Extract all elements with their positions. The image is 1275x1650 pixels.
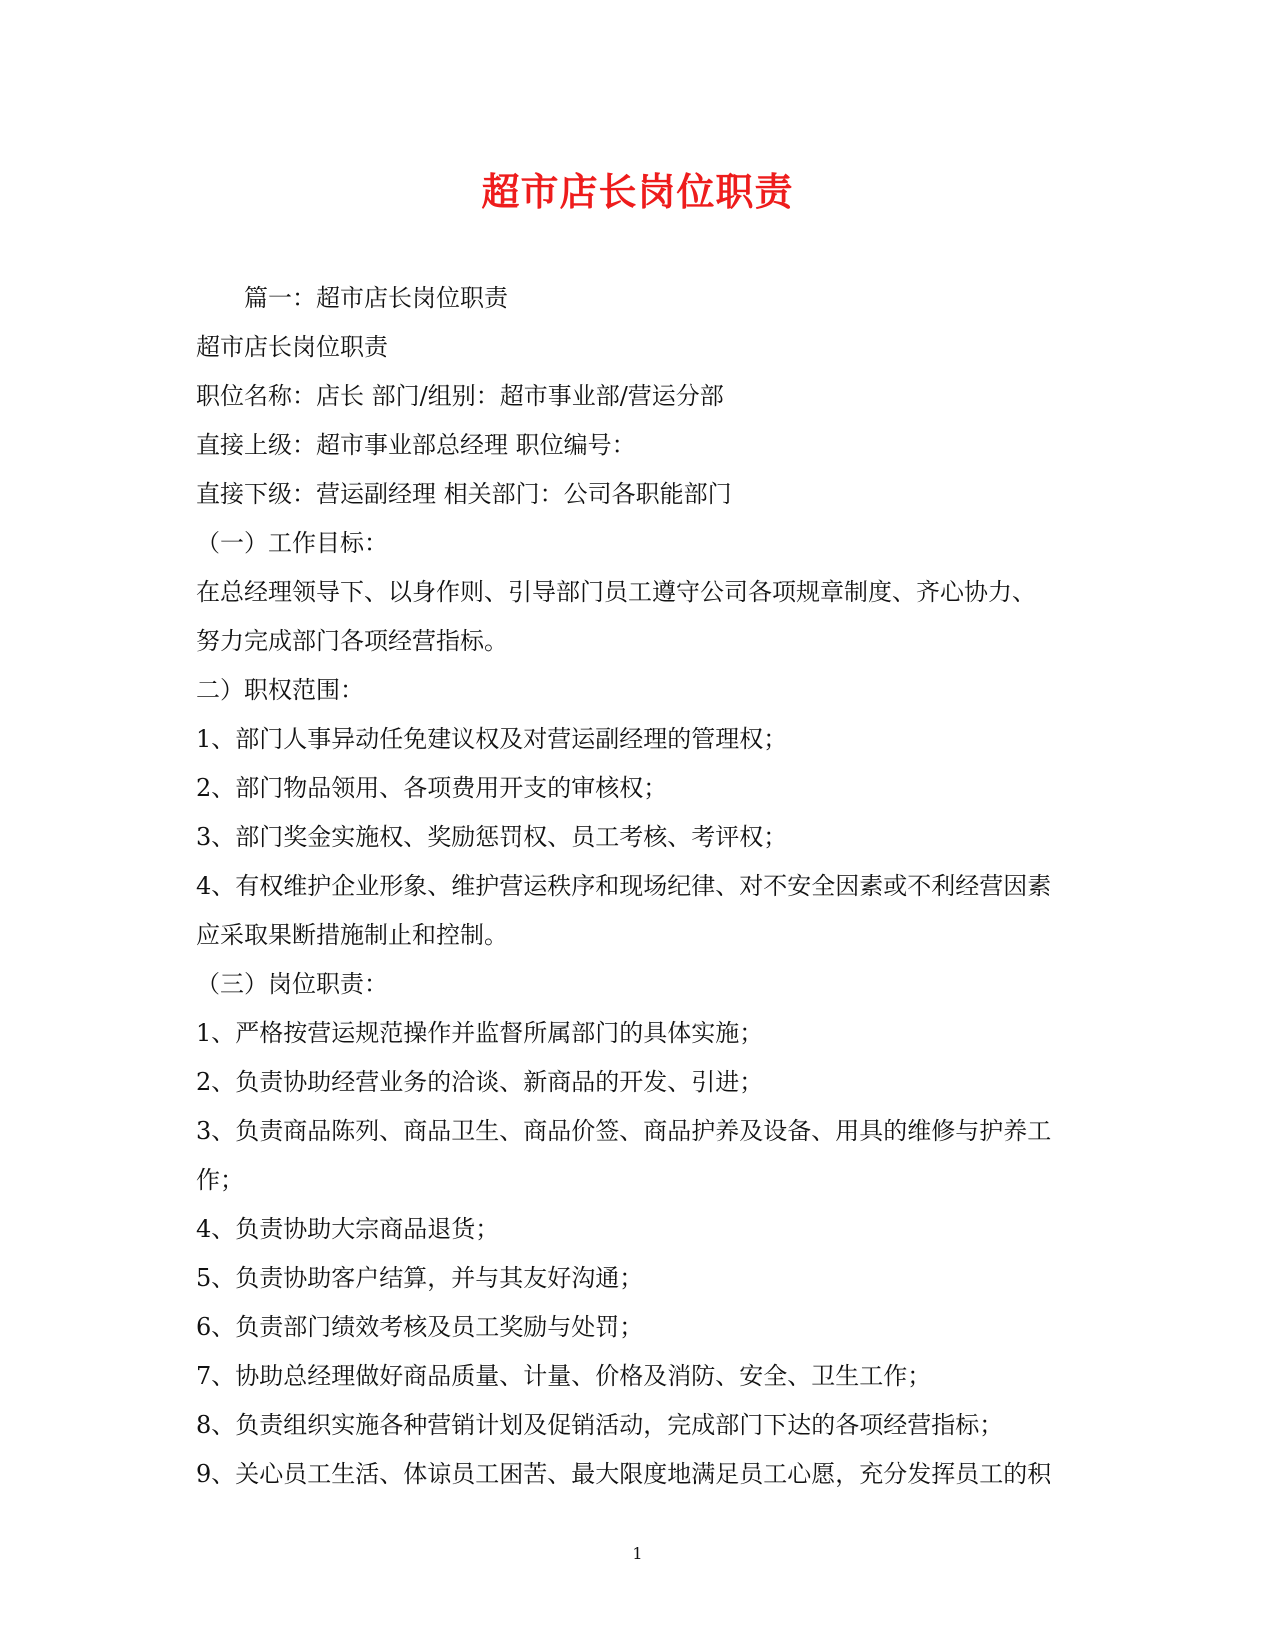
section-heading: （一）工作目标： (196, 529, 388, 557)
list-item: 4、负责协助大宗商品退货； (196, 1215, 500, 1243)
paragraph-line: 直接上级：超市事业部总经理 职位编号： (196, 431, 636, 459)
paragraph-line: 在总经理领导下、以身作则、引导部门员工遵守公司各项规章制度、齐心协力、 (196, 578, 1036, 606)
list-item: 1、部门人事异动任免建议权及对营运副经理的管理权； (196, 725, 788, 753)
paragraph-line: 职位名称：店长 部门/组别：超市事业部/营运分部 (196, 382, 724, 410)
paragraph-line: 直接下级：营运副经理 相关部门：公司各职能部门 (196, 480, 732, 508)
list-item: 6、负责部门绩效考核及员工奖励与处罚； (196, 1313, 644, 1341)
page-number: 1 (632, 1544, 643, 1563)
list-item: 9、关心员工生活、体谅员工困苦、最大限度地满足员工心愿，充分发挥员工的积 (196, 1460, 1052, 1488)
document-body (196, 274, 1086, 1499)
paragraph-line: 努力完成部门各项经营指标。 (196, 627, 508, 655)
list-item-continuation: 作； (196, 1166, 244, 1194)
list-item: 1、严格按营运规范操作并监督所属部门的具体实施； (196, 1019, 764, 1047)
list-item: 3、负责商品陈列、商品卫生、商品价签、商品护养及设备、用具的维修与护养工 (196, 1117, 1052, 1145)
list-item: 2、负责协助经营业务的洽谈、新商品的开发、引进； (196, 1068, 764, 1096)
list-item: 8、负责组织实施各种营销计划及促销活动，完成部门下达的各项经营指标； (196, 1411, 1004, 1439)
list-item: 7、协助总经理做好商品质量、计量、价格及消防、安全、卫生工作； (196, 1362, 932, 1390)
list-item: 2、部门物品领用、各项费用开支的审核权； (196, 774, 668, 802)
list-item: 5、负责协助客户结算，并与其友好沟通； (196, 1264, 644, 1292)
paragraph-line: 篇一：超市店长岗位职责 (244, 284, 508, 312)
list-item: 3、部门奖金实施权、奖励惩罚权、员工考核、考评权； (196, 823, 788, 851)
list-item: 4、有权维护企业形象、维护营运秩序和现场纪律、对不安全因素或不利经营因素 (196, 872, 1052, 900)
paragraph-line: 超市店长岗位职责 (196, 333, 388, 361)
list-item-continuation: 应采取果断措施制止和控制。 (196, 921, 508, 949)
section-heading: 二）职权范围： (196, 676, 364, 704)
section-heading: （三）岗位职责： (196, 970, 388, 998)
document-title: 超市店长岗位职责 (481, 169, 794, 214)
